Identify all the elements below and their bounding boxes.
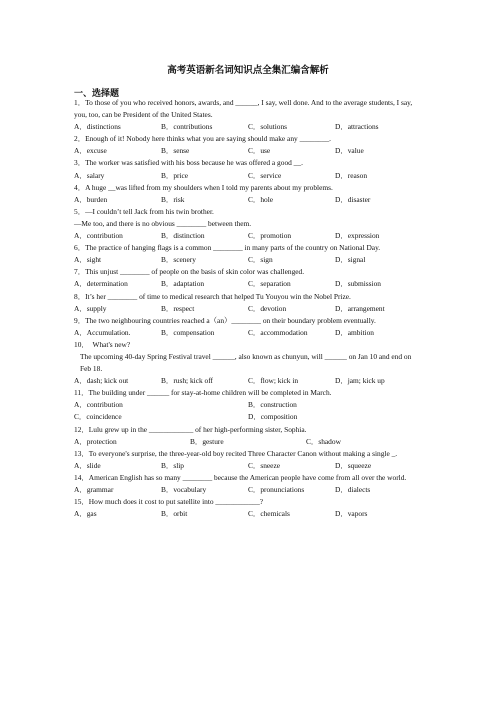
options-row (74, 145, 422, 157)
answer-option: A．dash; kick out (74, 376, 129, 386)
answer-option: C．sign (248, 255, 273, 265)
answer-option: A．Accumulation. (74, 327, 131, 337)
question-text: 8．It’s her ________ of time to medical research that helped Tu Youyou win the Nobel Prize. (74, 291, 351, 301)
answer-option: D．ambition (335, 327, 375, 337)
answer-option: A．protection (74, 436, 117, 446)
question-item (74, 157, 422, 181)
answer-option: C．promotion (248, 231, 292, 241)
answer-option: A．supply (74, 303, 107, 313)
answer-option: C．pronunciations (248, 485, 305, 494)
question-text: 3．The worker was satisfied with his boss because he was offered a good __. (74, 158, 303, 168)
answer-option: B．compensation (161, 327, 215, 337)
question-item (74, 472, 422, 496)
question-item (74, 291, 422, 315)
answer-option: D．disaster (335, 194, 371, 204)
question-text: 9．The two neighbouring countries reached a（an）________ on their boundary problem eventually. (74, 315, 376, 325)
answer-option: D．vapors (335, 509, 368, 519)
options-row (74, 460, 422, 472)
question-item (74, 339, 422, 387)
question-text: 6．The practice of hanging flags is a common ________ in many parts of the country on National Day. (74, 243, 381, 253)
question-text: 5．—I couldn’t tell Jack from his twin brother. (74, 206, 214, 216)
answer-option: B．vocabulary (161, 485, 207, 494)
answer-option: C．chemicals (248, 509, 290, 519)
answer-option: D．dialects (335, 485, 371, 494)
options-row (74, 508, 422, 520)
answer-option: A．contribution (74, 231, 123, 241)
question-item (74, 182, 422, 206)
answer-option: A．distinctions (74, 122, 121, 132)
answer-option: B．rush; kick off (161, 376, 214, 386)
options-row (74, 254, 422, 266)
options-row (74, 327, 422, 339)
question-text: 14．American English has so many ________ because the American people have come from all over the world. (74, 472, 407, 482)
question-text: —Me too, and there is no obvious ________ between them. (74, 218, 252, 228)
answer-option: D．value (335, 146, 364, 156)
question-item (74, 133, 422, 157)
section-heading: 一、选择题 (74, 88, 120, 98)
answer-option: B．risk (161, 194, 185, 204)
options-row (74, 375, 422, 387)
question-item (74, 97, 422, 133)
question-item (74, 387, 422, 423)
question-item (74, 448, 422, 472)
question-item (74, 315, 422, 339)
answer-option: C．flow; kick in (248, 376, 299, 386)
answer-option: C．service (248, 170, 282, 180)
answer-option: C．hole (248, 194, 274, 204)
options-row (74, 194, 422, 206)
answer-option: B．gesture (190, 436, 224, 446)
options-row (74, 303, 422, 315)
answer-option: C．devotion (248, 303, 287, 313)
answer-option: A．determination (74, 279, 128, 289)
answer-option: D．expression (335, 231, 380, 241)
question-text: 2．Enough of it! Nobody here thinks what you are saying should make any ________. (74, 134, 331, 144)
answer-option: A．excuse (74, 146, 107, 156)
question-text: 1．To those of you who received honors, awards, and ______, I say, well done. And to the average students, I say, you, too, can be President of the United States. (74, 98, 413, 120)
answer-option: B．contributions (161, 122, 213, 132)
answer-option: C．accommodation (248, 327, 308, 337)
options-row (74, 121, 422, 133)
answer-option: B．sense (161, 146, 190, 156)
answer-option: D．signal (335, 255, 366, 265)
answer-option: A．salary (74, 170, 105, 180)
question-item (74, 424, 422, 448)
answer-option: D．composition (248, 412, 298, 422)
question-item (74, 266, 422, 290)
page-title: 高考英语新名词知识点全集汇编含解析 (167, 66, 329, 76)
answer-option: B．slip (161, 460, 184, 470)
answer-option: D．jam; kick up (335, 376, 385, 386)
answer-option: D．squeeze (335, 460, 372, 470)
answer-option: C．coincidence (74, 412, 122, 422)
answer-option: A．contribution (74, 400, 123, 410)
answer-option: B．construction (248, 400, 297, 410)
answer-option: C．sneeze (248, 460, 281, 470)
answer-option: B．respect (161, 303, 195, 313)
question-text: 12．Lulu grew up in the ____________ of her high-performing sister, Sophia. (74, 424, 307, 434)
question-text: 15．How much does it cost to put satellite into ____________? (74, 497, 264, 507)
options-row (74, 411, 422, 423)
question-text: 7．This unjust ________ of people on the basis of skin color was challenged. (74, 267, 305, 277)
answer-option: A．sight (74, 255, 102, 265)
question-text: 11．The building under ______ for stay-at-home children will be completed in March. (74, 388, 332, 398)
answer-option: C．shadow (306, 436, 341, 446)
answer-option: C．separation (248, 279, 291, 289)
answer-option: C．solutions (248, 122, 288, 132)
question-text: 13．To everyone's surprise, the three-year-old boy recited Three Character Canon without making a single _. (74, 448, 398, 458)
answer-option: B．adaptation (161, 279, 205, 289)
answer-option: D．arrangement (335, 303, 385, 313)
question-item (74, 242, 422, 266)
question-text: 10． What's new? (74, 339, 131, 349)
answer-option: B．distinction (161, 231, 205, 241)
answer-option: D．reason (335, 170, 368, 180)
options-row (74, 399, 422, 411)
answer-option: A．grammar (74, 485, 114, 494)
answer-option: A．gas (74, 509, 97, 519)
question-item (74, 206, 422, 242)
options-row (74, 230, 422, 242)
answer-option: A．slide (74, 460, 101, 470)
question-list (74, 97, 422, 520)
answer-option: D．submission (335, 279, 381, 289)
answer-option: B．orbit (161, 509, 188, 519)
answer-option: A．burden (74, 194, 108, 204)
answer-option: D．attractions (335, 122, 379, 132)
options-row (74, 436, 422, 448)
options-row (74, 170, 422, 182)
question-item (74, 496, 422, 520)
answer-option: B．price (161, 170, 189, 180)
question-text: The upcoming 40-day Spring Festival travel ______, also known as chunyun, will ______ on Jan 10 and end on Feb 18. (80, 351, 412, 374)
question-text: 4．A huge __was lifted from my shoulders when I told my parents about my problems. (74, 182, 333, 192)
answer-option: C．use (248, 146, 271, 156)
options-row (74, 278, 422, 290)
answer-option: B．scenery (161, 255, 196, 265)
options-row (74, 484, 422, 496)
